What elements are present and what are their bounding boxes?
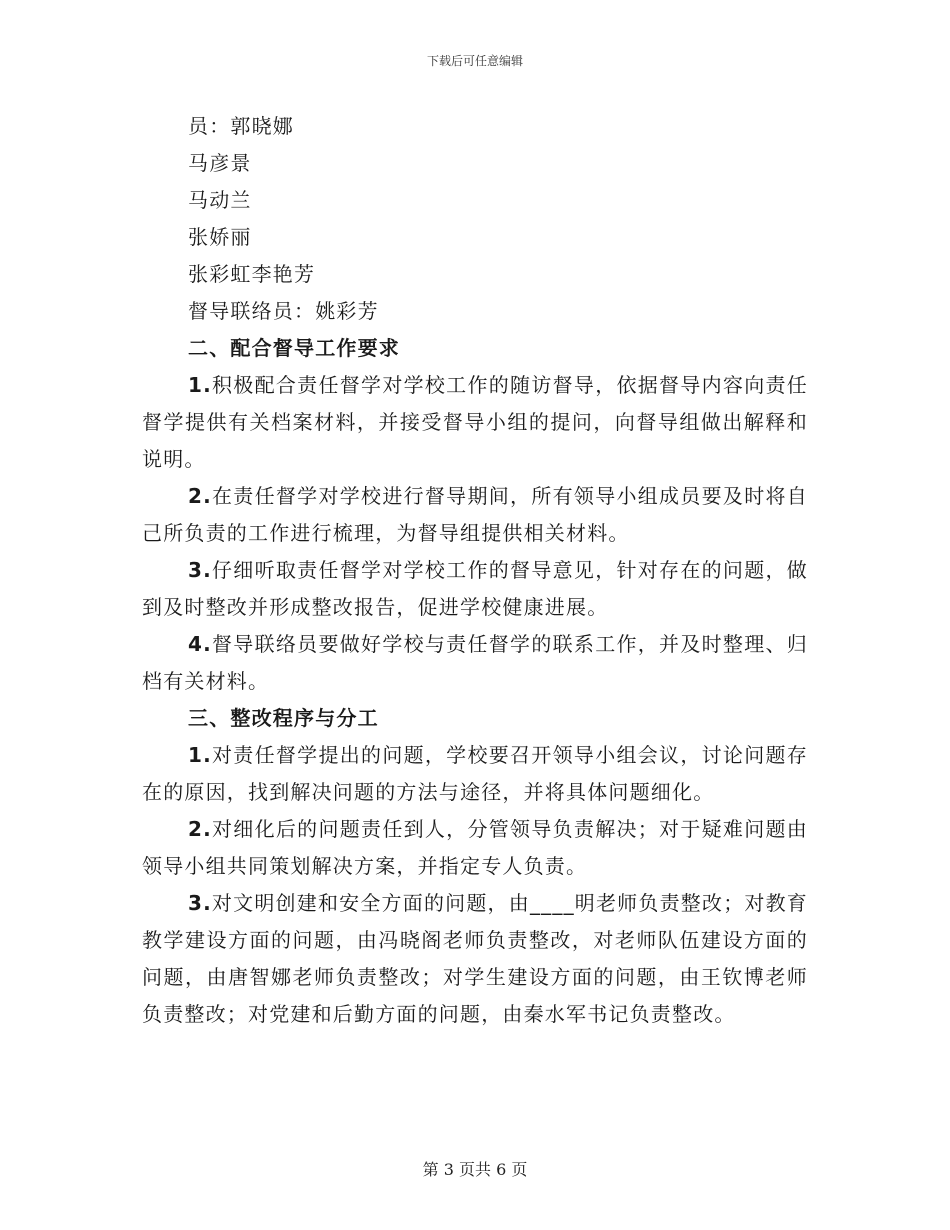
item-number: 3. [188, 558, 212, 582]
page-footer: 第 3 页共 6 页 [422, 1160, 528, 1179]
paragraph [142, 478, 808, 552]
paragraph-text: 对文明创建和安全方面的问题，由____明老师负责整改；对教育教学建设方面的问题，由冯晓阁老师负责整改，对老师队伍建设方面的问题，由唐智娜老师负责整改；对学生建设方面的问题，由王钦博老师负责整改；对党建和后勤方面的问题，由秦水军书记负责整改。 [142, 891, 808, 1026]
item-number: 3. [188, 891, 212, 915]
item-number: 4. [188, 632, 212, 656]
paragraph-text: 督导联络员要做好学校与责任督学的联系工作，并及时整理、归档有关材料。 [142, 632, 808, 693]
paragraph-text: 对细化后的问题责任到人，分管领导负责解决；对于疑难问题由领导小组共同策划解决方案，并指定专人负责。 [142, 817, 808, 878]
section-heading: 三、整改程序与分工 [188, 706, 379, 730]
page-header: 下载后可任意编辑 [426, 54, 523, 68]
paragraph [142, 811, 808, 885]
paragraph-text: 积极配合责任督学对学校工作的随访督导，依据督导内容向责任督学提供有关档案材料，并接受督导小组的提问，向督导组做出解释和说明。 [142, 373, 808, 471]
paragraph [142, 552, 808, 626]
member-line: 张彩虹李艳芳 [188, 262, 316, 286]
document-body [142, 108, 808, 1033]
paragraph-text: 对责任督学提出的问题，学校要召开领导小组会议，讨论问题存在的原因，找到解决问题的方法与途径，并将具体问题细化。 [142, 743, 808, 804]
member-line: 张娇丽 [188, 225, 252, 249]
paragraph [142, 367, 808, 478]
paragraph [142, 737, 808, 811]
member-line: 马动兰 [188, 188, 252, 212]
paragraph-text: 仔细听取责任督学对学校工作的督导意见，针对存在的问题，做到及时整改并形成整改报告，促进学校健康进展。 [142, 558, 808, 619]
paragraph [142, 885, 808, 1033]
item-number: 1. [188, 743, 212, 767]
member-line: 员：郭晓娜 [188, 114, 294, 138]
item-number: 2. [188, 817, 212, 841]
liaison-line: 督导联络员：姚彩芳 [188, 299, 379, 323]
paragraph-text: 在责任督学对学校进行督导期间，所有领导小组成员要及时将自己所负责的工作进行梳理，为督导组提供相关材料。 [142, 484, 808, 545]
paragraph [142, 626, 808, 700]
section-heading: 二、配合督导工作要求 [188, 336, 400, 360]
member-line: 马彦景 [188, 151, 252, 175]
item-number: 1. [188, 373, 212, 397]
item-number: 2. [188, 484, 212, 508]
